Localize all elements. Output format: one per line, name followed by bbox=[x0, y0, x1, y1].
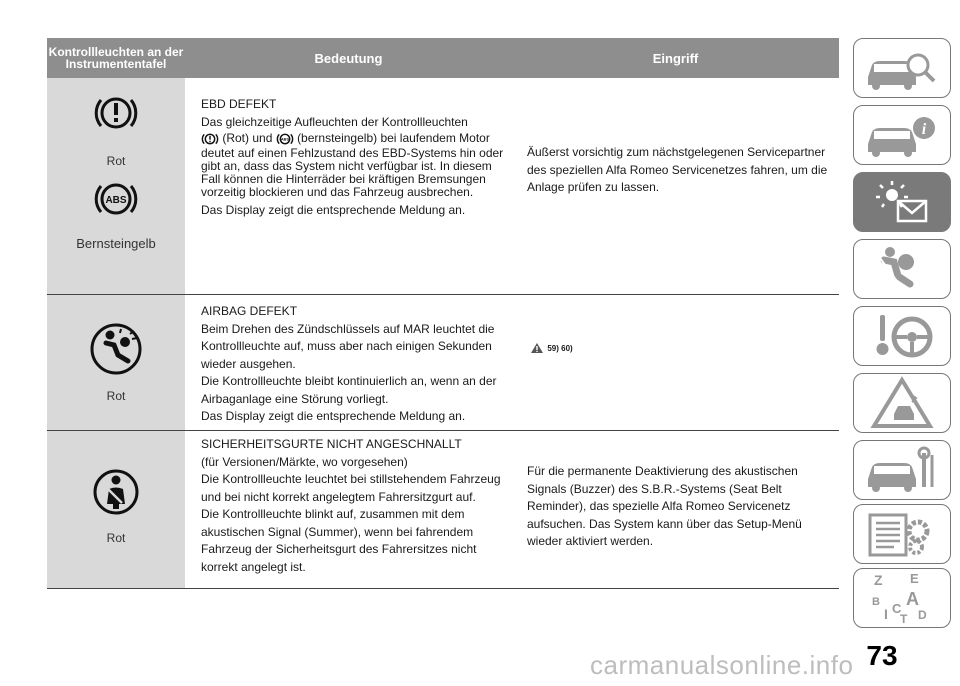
header-action: Eingriff bbox=[512, 38, 839, 78]
icon-cell bbox=[47, 295, 185, 430]
tab-car-search[interactable] bbox=[853, 38, 951, 98]
tab-steering[interactable] bbox=[853, 306, 951, 366]
tab-specs[interactable] bbox=[853, 504, 951, 564]
meaning-text: Beim Drehen des Zündschlüssels auf MAR leuchtet die Kontrollleuchte auf, muss aber nach einigen Sekunden wieder ausgehen. bbox=[201, 321, 495, 371]
meaning-title: SICHERHEITSGURTE NICHT ANGESCHNALLT bbox=[201, 437, 462, 451]
meaning-text: Das Display zeigt die entsprechende Meldung an. bbox=[201, 203, 466, 217]
index-letter: D bbox=[918, 608, 927, 622]
meaning-text: Das gleichzeitige Aufleuchten der Kontrollleuchten bbox=[201, 114, 468, 129]
meaning-text: Die Kontrollleuchte leuchtet bei stillstehendem Fahrzeug und bei nicht korrekt angelegtem Fahrersitzgurt auf. bbox=[201, 472, 501, 504]
icon-cell bbox=[47, 431, 185, 588]
action-cell: Äußerst vorsichtig zum nächstgelegenen Servicepartner des speziellen Alfa Romeo Servicenetzes fahren, um die Anlage prüfen zu lassen. bbox=[527, 145, 828, 194]
meaning-text: Das Display zeigt die entsprechende Meldung an. bbox=[201, 409, 466, 423]
brake-warning-icon bbox=[201, 131, 219, 147]
table-row bbox=[47, 295, 839, 431]
tab-car-service[interactable] bbox=[853, 440, 951, 500]
meaning-text: (für Versionen/Märkte, wo vorgesehen) bbox=[201, 454, 408, 469]
tab-safety[interactable] bbox=[853, 239, 951, 299]
svg-text:i: i bbox=[921, 121, 927, 138]
car-search-icon bbox=[854, 39, 950, 97]
meaning-cell bbox=[201, 96, 511, 220]
tab-emergency[interactable] bbox=[853, 373, 951, 433]
airbag-icon bbox=[86, 321, 146, 377]
steering-icon bbox=[854, 307, 950, 365]
index-letter: Z bbox=[874, 572, 883, 588]
color-label: Rot bbox=[106, 531, 126, 545]
meaning-title: EBD DEFEKT bbox=[201, 97, 277, 111]
abs-icon bbox=[276, 131, 294, 147]
tab-warning-lights[interactable] bbox=[853, 172, 951, 232]
table-row bbox=[47, 431, 839, 589]
index-letter: T bbox=[900, 612, 908, 626]
index-letter: I bbox=[884, 606, 888, 622]
meaning-text: Die Kontrollleuchte blinkt auf, zusammen mit dem akustischen Signal (Summer), wenn bei fahrendem Fahrzeug der Sicherheitsgurt des Fahrersitzes nicht korrekt angelegt ist. bbox=[201, 507, 477, 574]
emergency-icon bbox=[854, 374, 950, 432]
index-letter: E bbox=[910, 571, 919, 586]
meaning-cell bbox=[201, 303, 513, 426]
meaning-cell bbox=[201, 436, 513, 576]
warning-lights-icon bbox=[854, 173, 950, 231]
watermark: carmanualsonline.info bbox=[590, 650, 854, 680]
index-letter: C bbox=[892, 601, 902, 616]
safety-icon bbox=[854, 240, 950, 298]
color-label: Rot bbox=[106, 389, 126, 403]
table-row bbox=[47, 78, 839, 295]
car-service-icon bbox=[854, 441, 950, 499]
abs-icon bbox=[91, 174, 141, 224]
color-label: Bernsteingelb bbox=[76, 236, 156, 251]
page-number: 73 bbox=[866, 640, 898, 671]
index-letter: B bbox=[872, 596, 880, 608]
tab-index[interactable] bbox=[853, 568, 951, 628]
tab-car-info[interactable] bbox=[853, 105, 951, 165]
header-indicators: Kontrollleuchten an der Instrumententafel bbox=[47, 38, 185, 78]
meaning-inline-text: (Rot) und bbox=[222, 131, 273, 146]
icon-cell bbox=[47, 78, 185, 294]
meaning-title: AIRBAG DEFEKT bbox=[201, 304, 298, 318]
warning-triangle-icon bbox=[530, 342, 544, 354]
meaning-inline-text: (bernsteingelb) bei laufendem Motor bbox=[297, 131, 490, 146]
svg-text:ABS: ABS bbox=[280, 136, 289, 142]
car-info-icon bbox=[854, 106, 950, 164]
meaning-text: deutet auf einen Fehlzustand des EBD-Systems hin oder gibt an, dass das System nicht verfügbar ist. In diesem Fall können die Hinterräder bei kräftigen Bremsungen vorzeitig blockieren und das Fahrzeug ausbrechen. bbox=[201, 146, 504, 199]
svg-text:ABS: ABS bbox=[105, 195, 127, 206]
index-letter: A bbox=[906, 589, 919, 609]
seatbelt-icon bbox=[91, 467, 141, 517]
warning-reference: 59) 60) bbox=[547, 344, 573, 353]
meaning-text: Die Kontrollleuchte bleibt kontinuierlich an, wenn an der Airbaganlage eine Störung vorliegt. bbox=[201, 374, 497, 406]
meaning-text bbox=[201, 131, 511, 147]
specs-icon bbox=[854, 505, 950, 563]
action-cell: Für die permanente Deaktivierung des akustischen Signals (Buzzer) des S.B.R.-Systems (Seat Belt Reminder), das spezielle Alfa Romeo Servicenetz aufsuchen. Das System kann über das Setup-Menü wieder aktiviert werden. bbox=[527, 464, 802, 548]
action-cell bbox=[530, 339, 730, 358]
brake-warning-icon bbox=[91, 88, 141, 138]
header-meaning: Bedeutung bbox=[185, 38, 512, 78]
index-icon bbox=[854, 569, 950, 627]
color-label: Rot bbox=[106, 154, 126, 168]
